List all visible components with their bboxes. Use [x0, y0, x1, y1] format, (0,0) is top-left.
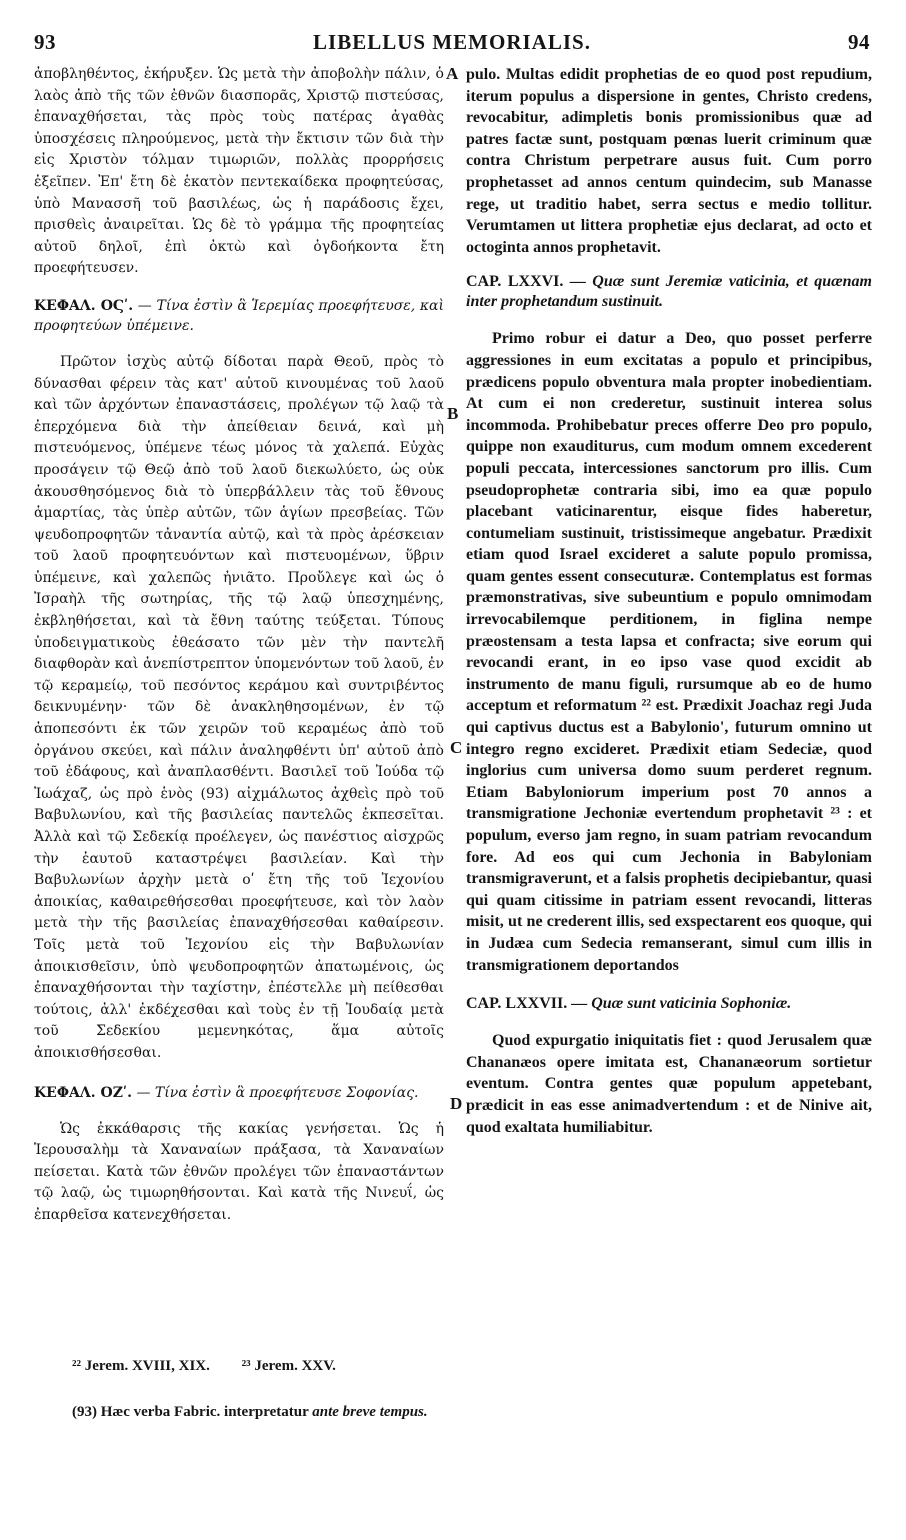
page-number-right: 94 — [848, 30, 870, 54]
footnote-23: ²³ Jerem. XXV. — [241, 1358, 336, 1374]
footnote-93 — [72, 1404, 428, 1421]
latin-paragraph-2: Primo robur ei datur a Deo, quo posset perferre aggressiones in eum excitatas a populo et principibus, prædicens populo obventura mala propter inobedientiam. At cum ei non crederetur, sustinuit interea solus incommoda. Prohibebatur preces offerre Deo pro populo, quippe non exauditurus, cum modum omnem excederent populi peccata, intercessiones sanctorum pro illis. Cum pseudoprophetæ contraria sibi, imo ea quæ populo placebant vaticinarentur, eisque fides haberetur, contumeliam sustinuit, tristissimeque angebatur. Prædixit etiam quod Israel excideret a salute populo promissa, quam gentes essent consecuturæ. Contemplatus est formas præmonstrativas, sive subeuntium e populo omnimodam irrevocabilemque perditionem, in figlina nempe præostensam a testa lapsa et confracta; sive eorum qui revocandi erant, in eo ipso vase quod excidit ab instrumento de manu figuli, rursumque ab eo de humo acceptum et reformatum ²² est. Prædixit Joachaz regi Juda qui captivus ductus est a Babylonio', futurum omnino ut integro regno excideret. Prædixit etiam Sedeciæ, quod inglorius cum universa domo suum perderet regnum. Etiam Babyloniorum imperium post 70 annos a transmigratione Jechoniæ evertendum prophetavit ²³ : et populum, everso jam regno, in suam patriam revocandum fore. Ad eos qui cum Jechonia in Babyloniam transmigraverunt, et a falsis prophetis decipiebantur, quasi qui quam citissime in patriam essent revocandi, litteras misit, ut ne crederent illis, sed exspectarent eos quoque, qui in Judæa cum Sedecia remanserant, simul cum illis in transmigrationem deportandos — [466, 330, 872, 974]
margin-letter-a: A — [446, 64, 459, 83]
latin-column — [466, 64, 872, 1138]
page-number-left: 93 — [34, 30, 56, 54]
greek-paragraph-1: ἀποβληθέντος, ἐκήρυξεν. Ὡς μετὰ τὴν ἀποβολὴν πάλιν, ὁ λαὸς ἀπὸ τῆς τῶν ἐθνῶν διασπορᾶς, Χριστῷ πιστεύσας, ἐπαναχθήσεται, τὰς πρὸς τοὺς πατέρας ἀγαθὰς ὑποσχέσεις πληρούμενος, μετὰ τὴν ἔκτισιν τῶν διὰ τὴν εἰς Χριστὸν τόλμαν τιμωριῶν, πολλὰς προρρήσεις ἐξεῖπεν. Ἐπ' ἔτη δὲ ἑκατὸν πεντεκαίδεκα προφητεύσας, ὑπὸ Μανασσῆ τοῦ βασιλέως, ὡς ἡ παράδοσις ἔχει, πρισθεὶς ἀναιρεῖται. Ὡς δὲ τὸ γράμμα τῆς προφητείας αὐτοῦ δηλοῖ, ἐπὶ ὀκτὼ καὶ ὀγδοήκοντα ἔτη προεφήτευσεν. — [34, 66, 444, 277]
scripture-references — [72, 1358, 364, 1375]
greek-paragraph-2: Πρῶτον ἰσχὺς αὐτῷ δίδοται παρὰ Θεοῦ, πρὸς τὸ δύνασθαι φέρειν τὰς κατ' αὐτοῦ κινουμένας τοῦ λαοῦ καὶ τῶν ἀρχόντων ἐπαναστάσεις, προλέγων τῷ λαῷ τὰ ἐπερχόμενα διὰ τὴν ἀπείθειαν δεινά, καὶ μὴ πιστευόμενος, ὑπέμενε τέως μόνος τὰ χαλεπά. Εὐχὰς προσάγειν τῷ Θεῷ ἀπὸ τοῦ λαοῦ διεκωλύετο, ὡς οὐκ ἀκουσθησόμενος διὰ τὸ ὑπερβάλλειν τὰς τοῦ ἔθνους ἁμαρτίας, τὰς ὑπὲρ αὐτῶν, τῶν ἁγίων πρεσβείας. Τῶν ψευδοπροφητῶν τἀναντία αὐτῷ, καὶ τὰ πρὸς ἀρέσκειαν τοῦ λαοῦ προφητευόντων καὶ πιστευομένων, ὕβριν ὑπέμεινε, καὶ χαλεπῶς ἠνιᾶτο. Προὔλεγε καὶ ὡς ὁ Ἰσραὴλ τῆς σωτηρίας, τῆς τῷ λαῷ ὑπεσχημένης, ἐκβληθήσεται, καὶ τὰ ἔθνη ταύτης τεύξεται. Τύπους ὑποδειγματικοὺς ἐθεάσατο τῶν μὲν τὴν παντελῆ διαφθορὰν καὶ ἀνεπίστρεπτον ὑπομενόντων τοῦ λαοῦ, ἐν τῷ κεραμείῳ, τοῦ πεσόντος κεράμου καὶ συντριβέντος δεικνυμένην· τῶν δὲ ἀνακληθησομένων, ἐν τῷ ἀποπεσόντι ἐκ τῶν χειρῶν τοῦ κεραμέως ἀπὸ τοῦ ὀργάνου σκεύει, καὶ πάλιν ἀναληφθέντι ὑπ' αὐτοῦ ἀπὸ τοῦ ἐδάφους, καὶ ἀναπλασθέντι. Βασιλεῖ τοῦ Ἰούδα τῷ Ἰωάχαζ, ὡς πρὸ ἑνὸς (93) αἰχμάλωτος ἀχθεὶς πρὸ τοῦ Βαβυλωνίου, καὶ τῆς βασιλείας παντελῶς ἐκπεσεῖται. Ἀλλὰ καὶ τῷ Σεδεκίᾳ προέλεγεν, ὡς πανέστιος αἰσχρῶς τὴν ἑαυτοῦ καταστρέψει βασιλείαν. Καὶ τὴν Βαβυλωνίων ἀρχὴν μετὰ οʹ ἔτη τῆς τοῦ Ἰεχονίου ἀποικίας, καθαιρεθήσεσθαι προεφήτευσε, καὶ τὸν λαὸν μετὰ τὴν τῆς βασιλείας ἐπαναχθήσεσθαι καθαίρεσιν. Τοῖς μετὰ τοῦ Ἰεχονίου εἰς τὴν Βαβυλωνίαν ἀποικισθεῖσιν, ὑπὸ ψευδοπροφητῶν ἀπατωμένοις, ὡς ἐπαναχθήσονται τὴν ταχίστην, ἐπέστελλε μὴ πείθεσθαι τούτοις, ἀλλ' ἐκδέχεσθαι καὶ τοὺς ἐν τῇ Ἰουδαίᾳ μετὰ τοῦ Σεδεκίου μεμενηκότας, ἅμα αὐτοῖς ἀποικισθήσεσθαι. — [34, 353, 444, 1061]
latin-chapter-76-heading — [466, 272, 872, 312]
greek-chapter-77-heading — [34, 1083, 444, 1103]
margin-letter-d: D — [450, 1094, 463, 1113]
margin-letter-b: B — [447, 404, 459, 423]
greek-column — [34, 64, 444, 1227]
latin-chapter-76-label: CAP. LXXVI. — [466, 273, 564, 291]
latin-chapter-76-title: — Quæ sunt Jeremiæ vaticinia, et quænam inter prophetandum sustinuit. — [466, 273, 872, 311]
greek-paragraph-3: Ὡς ἐκκάθαρσις τῆς κακίας γενήσεται. Ὡς ἡ Ἱερουσαλὴμ τὰ Χαναναίων πράξασα, τὰ Χαναναίων πείσεται. Κατὰ τῶν ἐθνῶν προλέγει τῶν ἐπαναστάντων τῷ λαῷ, ὡς τιμωρηθήσονται. Καὶ κατὰ τῆς Νινευΐ, ὡς ἐπαρθεῖσα κατενεχθήσεται. — [34, 1120, 444, 1223]
greek-chapter-76-title: — Τίνα ἐστὶν ἃ Ἱερεμίας προεφήτευσε, καὶ προφητεύων ὑπέμεινε. — [34, 297, 445, 334]
latin-chapter-77-label: CAP. LXXVII. — [466, 995, 568, 1013]
running-title: LIBELLUS MEMORIALIS. — [313, 30, 591, 54]
latin-chapter-77-title: — Quæ sunt vaticinia Sophoniæ. — [571, 995, 792, 1013]
latin-paragraph-1: pulo. Multas edidit prophetias de eo quod post repudium, iterum populus a dispersione in gentes, Christo credens, revocabitur, adimpletis bonis promissionibus quæ ad patres factæ sunt, postquam pœnas luerit criminum quæ contra Christum perpetrare ausus fuit. Cum porro prophetasset ad annos centum quindecim, sub Manasse rege, ut traditio habet, serra sectus e medio tollitur. Verumtamen ut littera prophetiæ ejus declarat, ad octo et octoginta annos prophetavit. — [466, 66, 872, 256]
greek-chapter-76-heading — [34, 296, 444, 336]
margin-letter-c: C — [450, 738, 463, 757]
greek-chapter-77-title: — Τίνα ἐστὶν ἃ προεφήτευσε Σοφονίας. — [136, 1084, 419, 1101]
footnote-93-italic: ante breve tempus. — [312, 1404, 428, 1420]
running-head — [34, 30, 870, 60]
greek-chapter-76-label: ΚΕΦΑΛ. ΟϚʹ. — [34, 297, 134, 314]
greek-chapter-77-label: ΚΕΦΑΛ. ΟΖʹ. — [34, 1084, 133, 1101]
latin-paragraph-3: Quod expurgatio iniquitatis fiet : quod Jerusalem quæ Chananæos opere imitata est, Chananæorum sortietur eventum. Contra gentes quæ populum appetebant, prædicit in eas esse animadvertendum : et de Ninive ait, quod exaltata humiliabitur. — [466, 1032, 872, 1136]
footnote-93-text: (93) Hæc verba Fabric. interpretatur — [72, 1404, 309, 1420]
footnote-22: ²² Jerem. XVIII, XIX. — [72, 1358, 210, 1374]
latin-chapter-77-heading — [466, 994, 872, 1014]
